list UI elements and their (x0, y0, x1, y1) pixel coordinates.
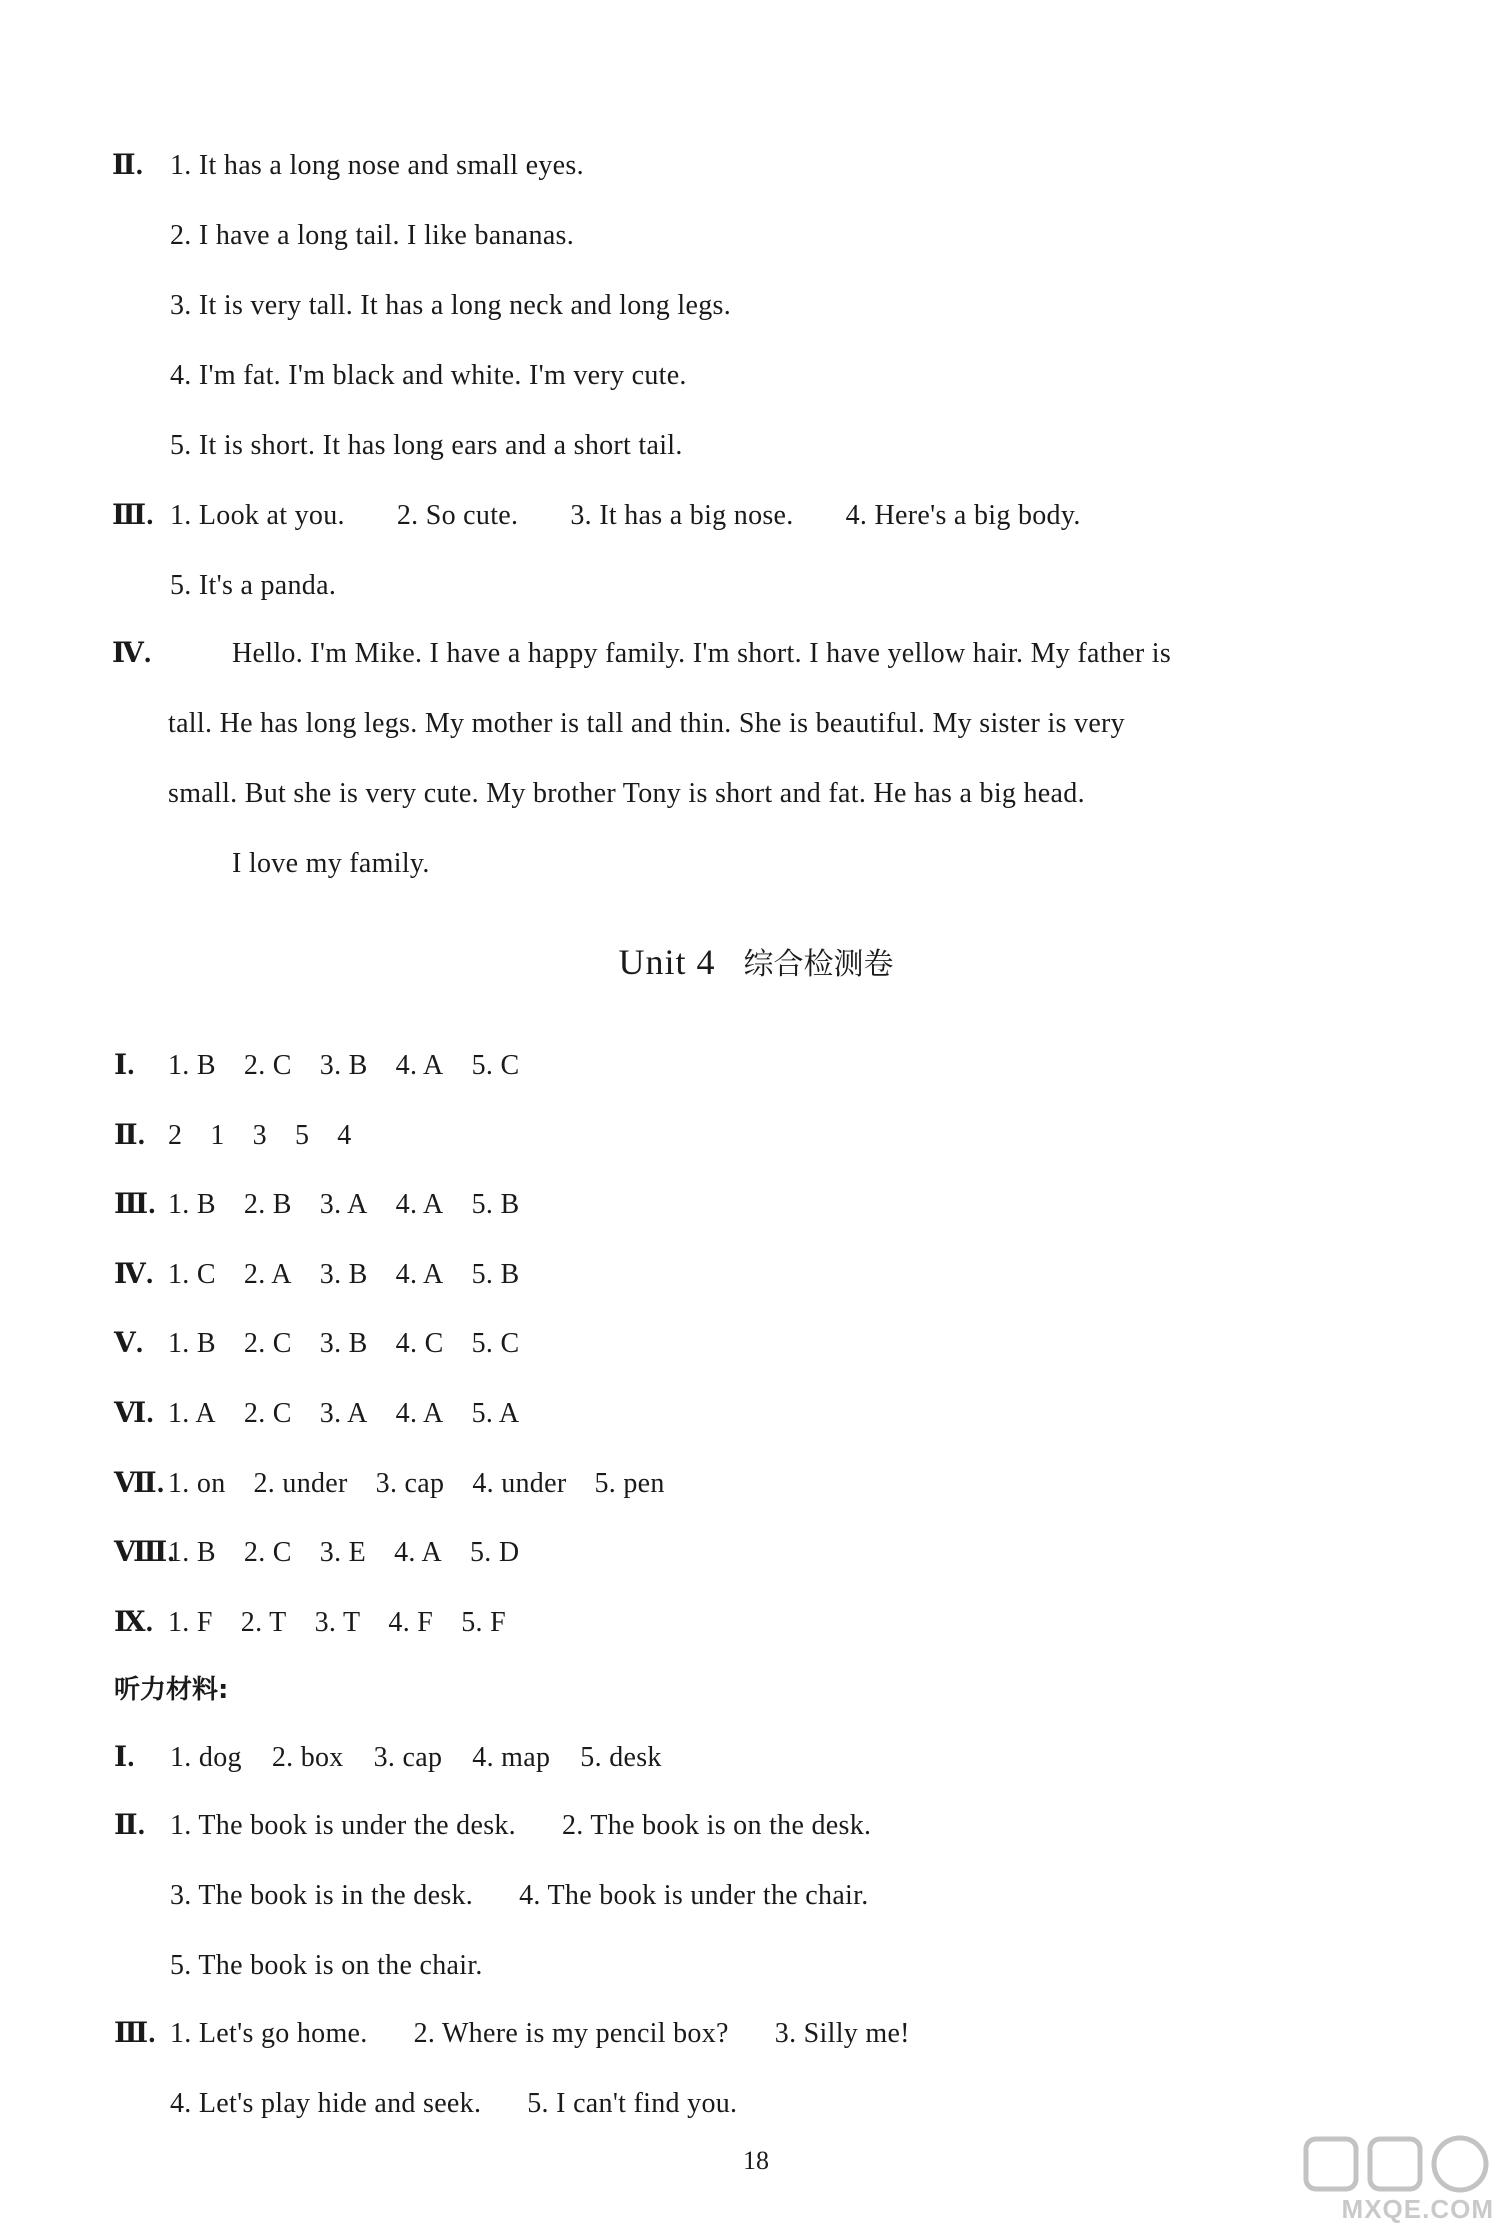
answer-item: 5. C (471, 1050, 520, 1081)
answer-item: 1. C (168, 1258, 216, 1290)
answer-item: 1. B (168, 1189, 216, 1221)
answer-row (114, 1396, 519, 1432)
answer-item: 2. C (243, 1050, 292, 1081)
answer-item: 4. A (395, 1189, 444, 1221)
listening-heading: 听力材料: (114, 1675, 229, 1705)
section-ii-item-3: 3. It is very tall. It has a long neck and long legs. (170, 290, 731, 321)
answer-row (114, 1257, 519, 1293)
section-label: Ⅵ. (114, 1398, 154, 1429)
answer-item: 5. F (461, 1606, 506, 1638)
answer-item: 3. A (319, 1189, 368, 1221)
answer-item: 1. on (168, 1467, 226, 1499)
section-label: Ⅲ. (114, 1189, 156, 1221)
section-label: Ⅲ. (114, 2018, 156, 2049)
answer-item: 1. F (168, 1606, 213, 1638)
answer-row (114, 1326, 519, 1362)
answer-item: 3. E (319, 1537, 367, 1569)
answer-item: 5. C (471, 1328, 520, 1360)
answer-item: 5. D (469, 1537, 520, 1569)
answer-item: 3. B (319, 1258, 368, 1290)
listening-ii-row-2: 3. The book is in the desk. 4. The book is under the chair. (170, 1880, 869, 1911)
section-label: Ⅷ. (114, 1537, 175, 1569)
section-iv-line-3: small. But she is very cute. My brother Tony is short and fat. He has a big head. (168, 778, 1085, 809)
answer-item: 3 (252, 1119, 267, 1151)
answer-item: 4. A (395, 1258, 444, 1290)
watermark-logo-icon (1298, 2131, 1498, 2201)
section-iii-row-2: 5. It's a panda. (170, 570, 337, 601)
section-ii-item-1: Ⅱ. 1. It has a long nose and small eyes. (112, 148, 584, 184)
section-label: Ⅱ. (114, 1810, 146, 1841)
answer-item: 2. C (243, 1328, 292, 1360)
section-label: Ⅱ. (114, 1119, 146, 1151)
watermark-text: MXQE.COM (1341, 2194, 1494, 2224)
answer-item: 2 (168, 1119, 183, 1151)
listening-iii-row-1: Ⅲ. 1. Let's go home. 2. Where is my pencil box? 3. Silly me! (114, 2016, 910, 2052)
answer-item: 4. under (472, 1467, 567, 1499)
answer-item: 4. F (388, 1606, 434, 1638)
answer-item: 2. under (253, 1467, 348, 1499)
section-label: Ⅱ. (112, 150, 144, 181)
section-label: Ⅸ. (114, 1606, 154, 1638)
answer-item: 3. B (319, 1050, 368, 1081)
section-label: Ⅳ. (114, 1258, 154, 1290)
title-cn: 综合检测卷 (743, 947, 894, 982)
section-label: Ⅴ. (114, 1328, 144, 1360)
section-ii-item-5: 5. It is short. It has long ears and a short tail. (170, 430, 683, 461)
answer-item: 4. A (395, 1050, 444, 1081)
page-title (0, 940, 1512, 987)
answer-item: 1. B (168, 1328, 216, 1360)
answer-item: 2. C (243, 1398, 292, 1429)
section-ii-item-2: 2. I have a long tail. I like bananas. (170, 220, 575, 251)
answer-row (114, 1048, 519, 1084)
answer-item: 3. B (319, 1328, 368, 1360)
answer-item: 3. T (314, 1606, 361, 1638)
watermark-logo (1298, 2131, 1498, 2227)
answer-item: 5. A (471, 1398, 520, 1429)
answer-item: 5. pen (594, 1467, 665, 1499)
answer-item: 5. B (471, 1189, 520, 1221)
answer-item: 5. B (471, 1258, 520, 1290)
listening-ii-row-1: Ⅱ. 1. The book is under the desk. 2. The book is on the desk. (114, 1808, 871, 1844)
section-iv-line-2: tall. He has long legs. My mother is tall and thin. She is beautiful. My sister is very (168, 708, 1125, 739)
listening-ii-row-3: 5. The book is on the chair. (170, 1950, 483, 1981)
section-label: Ⅶ. (114, 1467, 165, 1499)
answer-item: 3. A (319, 1398, 368, 1429)
answer-item: 2. C (243, 1537, 292, 1569)
section-iv-line-4: I love my family. (232, 848, 430, 879)
answer-item: 2. B (243, 1189, 292, 1221)
section-label: Ⅳ. (112, 638, 152, 669)
answer-item: 4. A (394, 1537, 442, 1569)
answer-item: 2. T (240, 1606, 287, 1638)
answer-row (114, 1118, 352, 1154)
answer-row (114, 1535, 519, 1571)
answer-item: 1 (210, 1119, 225, 1151)
answer-item: 1. B (168, 1050, 216, 1081)
title-unit: Unit 4 (618, 942, 716, 982)
section-label: Ⅰ. (114, 1050, 135, 1081)
listening-iii-row-2: 4. Let's play hide and seek. 5. I can't find you. (170, 2088, 738, 2119)
answer-item: 1. B (168, 1537, 216, 1569)
answer-item: 1. A (168, 1398, 216, 1429)
answer-item: 4. C (395, 1328, 444, 1360)
section-label: Ⅰ. (114, 1742, 135, 1773)
answer-item: 2. A (243, 1258, 292, 1290)
answer-item: 5 (294, 1119, 310, 1151)
answer-row (114, 1466, 665, 1502)
page-number: 18 (743, 2146, 769, 2175)
section-ii-item-4: 4. I'm fat. I'm black and white. I'm very cute. (170, 360, 687, 391)
listening-i-row: Ⅰ. 1. dog 2. box 3. cap 4. map 5. desk (114, 1740, 662, 1776)
answer-row (114, 1605, 506, 1641)
answer-item: 4. A (395, 1398, 444, 1429)
answer-row (114, 1187, 519, 1223)
section-iii-row-1: Ⅲ. 1. Look at you. 2. So cute. 3. It has a big nose. 4. Here's a big body. (112, 498, 1081, 534)
answer-item: 3. cap (375, 1467, 445, 1499)
answer-item: 4 (337, 1119, 352, 1151)
section-label: Ⅲ. (112, 500, 154, 531)
section-iv-line-1: Ⅳ. Hello. I'm Mike. I have a happy family. I'm short. I have yellow hair. My father is (112, 636, 1171, 672)
